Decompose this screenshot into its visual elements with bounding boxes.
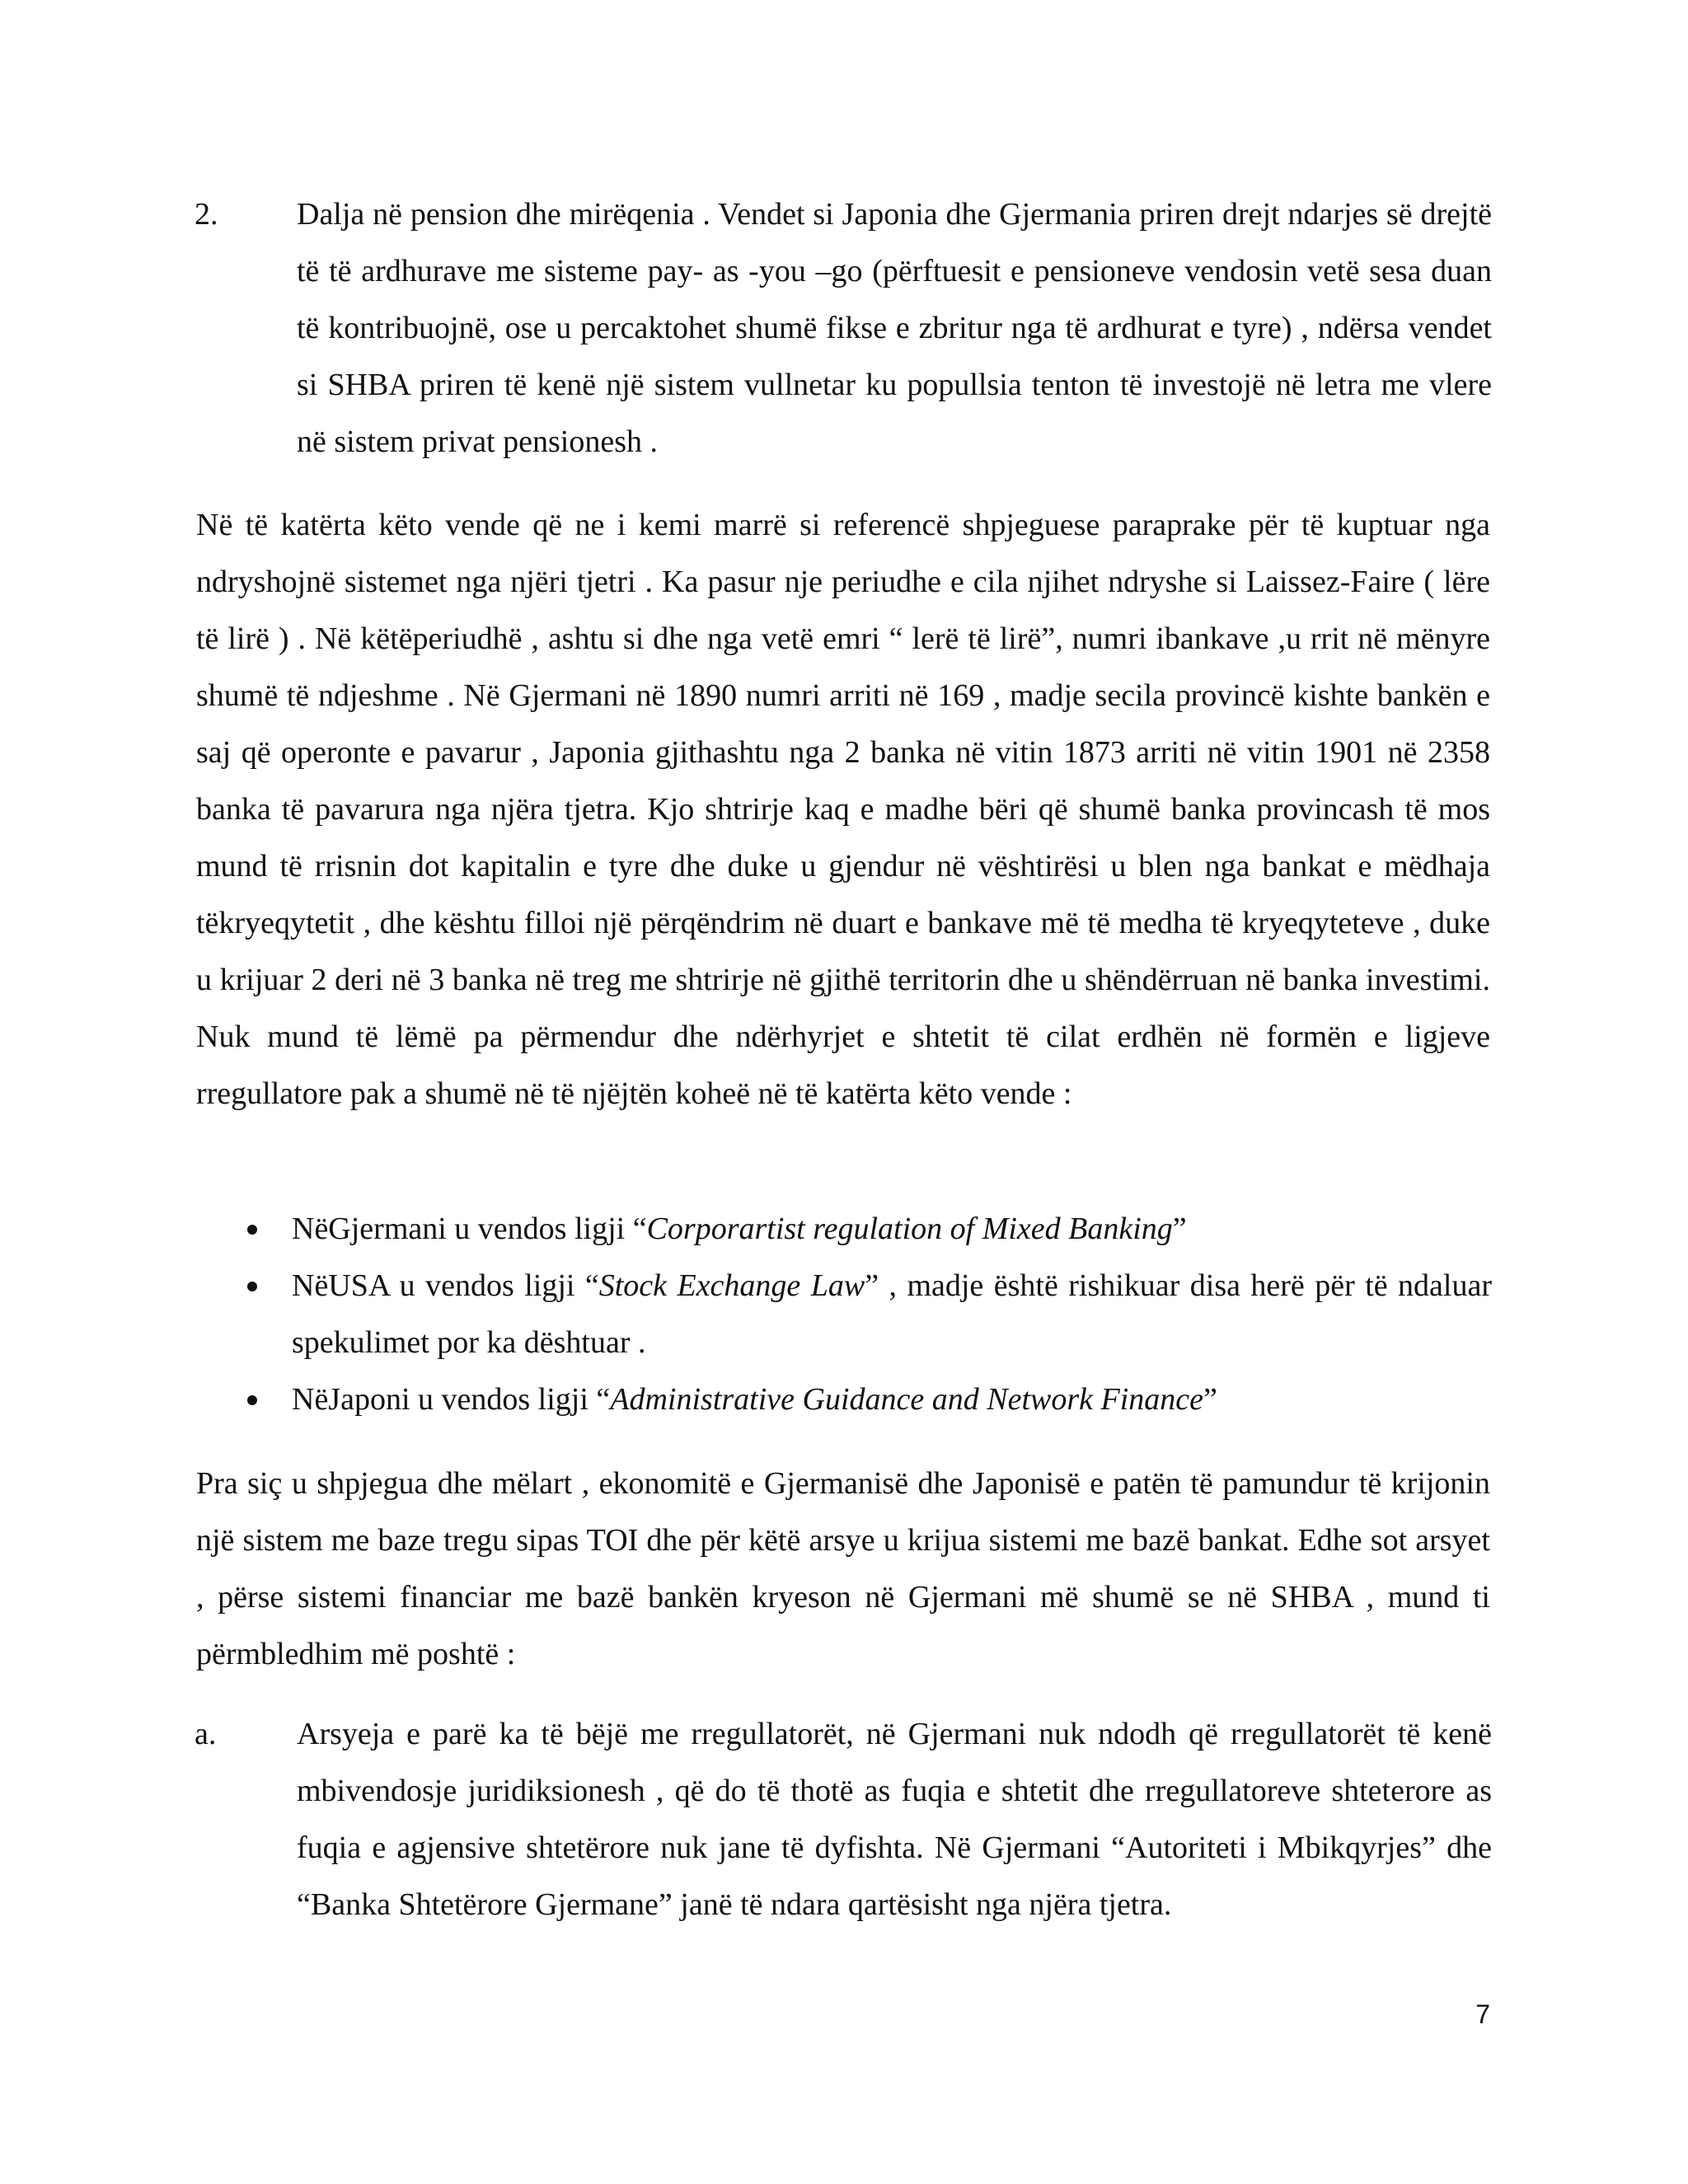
list-item-text: Dalja në pension dhe mirëqenia . Vendet si Japonia dhe Gjermania priren drejt ndarjes së drejtë të të ardhurave me sisteme pay- as -you –go (përftuesit e pensioneve vendosin vetë sesa duan të kontribuojnë, ose u percaktohet shumë fikse e zbritur nga të ardhurat e tyre) , ndërsa vendet si SHBA priren të kenë një sistem vullnetar ku popullsia tenton të investojë në letra me vlere në sistem privat pensionesh . — [297, 197, 1492, 459]
lettered-list — [195, 1706, 1492, 1933]
list-number: 2. — [195, 197, 218, 232]
bullet-item-usa — [241, 1258, 1492, 1371]
bullet-item-germany — [241, 1201, 1492, 1258]
bullet-text — [241, 1201, 1492, 1258]
bullet-list — [241, 1201, 1492, 1428]
bullet-text — [241, 1258, 1492, 1371]
bullet-item-japan — [241, 1371, 1492, 1428]
numbered-list — [195, 186, 1492, 471]
bullet-suffix: ” — [1203, 1382, 1217, 1417]
bullet-prefix: NëUSA u vendos ligji “ — [292, 1268, 599, 1303]
list-letter: a. — [195, 1717, 217, 1751]
bullet-prefix: NëJaponi u vendos ligji “ — [292, 1382, 611, 1417]
paragraph-laissez-faire: Në të katërta këto vende që ne i kemi marrë si referencë shpjeguese paraprake për të kuptuar nga ndryshojnë sistemet nga njëri tjetri . Ka pasur nje periudhe e cila njihet ndryshe si Laissez-Faire ( lëre të lirë ) . Në këtëperiudhë , ashtu si dhe nga vetë emri “ lerë të lirë”, numri ibankave ,u rrit në mënyre shumë të ndjeshme . Në Gjermani në 1890 numri arriti në 169 , madje secila provincë kishte bankën e saj që operonte e pavarur , Japonia gjithashtu nga 2 banka në vitin 1873 arriti në vitin 1901 në 2358 banka të pavarura nga njëra tjetra. Kjo shtrirje kaq e madhe bëri që shumë banka provincash të mos mund të rrisnin dot kapitalin e tyre dhe duke u gjendur në vështirësi u blen nga bankat e mëdhaja tëkryeqytetit , dhe kështu filloi një përqëndrim në duart e bankave më të medha të kryeqyteteve , duke u krijuar 2 deri në 3 banka në treg me shtrirje në gjithë territorin dhe u shëndërruan në banka investimi. Nuk mund të lëmë pa përmendur dhe ndërhyrjet e shtetit të cilat erdhën në formën e ligjeve rregullatore pak a shumë në të njëjtën koheë në të katërta këto vende : — [196, 508, 1490, 1111]
bullet-suffix: ” — [1172, 1212, 1187, 1246]
bullet-icon — [241, 1371, 274, 1405]
page-number: 7 — [1475, 1999, 1490, 2029]
bullet-text — [241, 1371, 1492, 1428]
bullet-suffix: ” , madje është rishikuar disa herë për të ndaluar spekulimet por ka dështuar . — [292, 1268, 1492, 1360]
law-name: Administrative Guidance and Network Finance — [610, 1382, 1204, 1417]
lettered-list-item — [195, 1706, 1492, 1933]
list-item-text: Arsyeja e parë ka të bëjë me rregullatorët, në Gjermani nuk ndodh që rregullatorët të kenë mbivendosje juridiksionesh , që do të thotë as fuqia e shtetit dhe rregullatoreve shteterore as fuqia e agjensive shtetërore nuk jane të dyfishta. Në Gjermani “Autoriteti i Mbikqyrjes” dhe “Banka Shtetërore Gjermane” janë të ndara qartësisht nga njëra tjetra. — [297, 1717, 1492, 1922]
law-name: Stock Exchange Law — [598, 1268, 865, 1303]
numbered-list-item — [195, 186, 1492, 471]
bullet-icon — [241, 1258, 274, 1291]
bullet-prefix: NëGjermani u vendos ligji “ — [292, 1212, 647, 1246]
paragraph-market-system: Pra siç u shpjegua dhe mëlart , ekonomitë e Gjermanisë dhe Japonisë e patën të pamundur të krijonin një sistem me baze tregu sipas TOI dhe për këtë arsye u krijua sistemi me bazë bankat. Edhe sot arsyet , përse sistemi financiar me bazë bankën kryeson në Gjermani më shumë se në SHBA , mund ti përmbledhim më poshtë : — [196, 1466, 1490, 1671]
bullet-icon — [241, 1201, 274, 1235]
law-name: Corporartist regulation of Mixed Banking — [646, 1212, 1173, 1246]
